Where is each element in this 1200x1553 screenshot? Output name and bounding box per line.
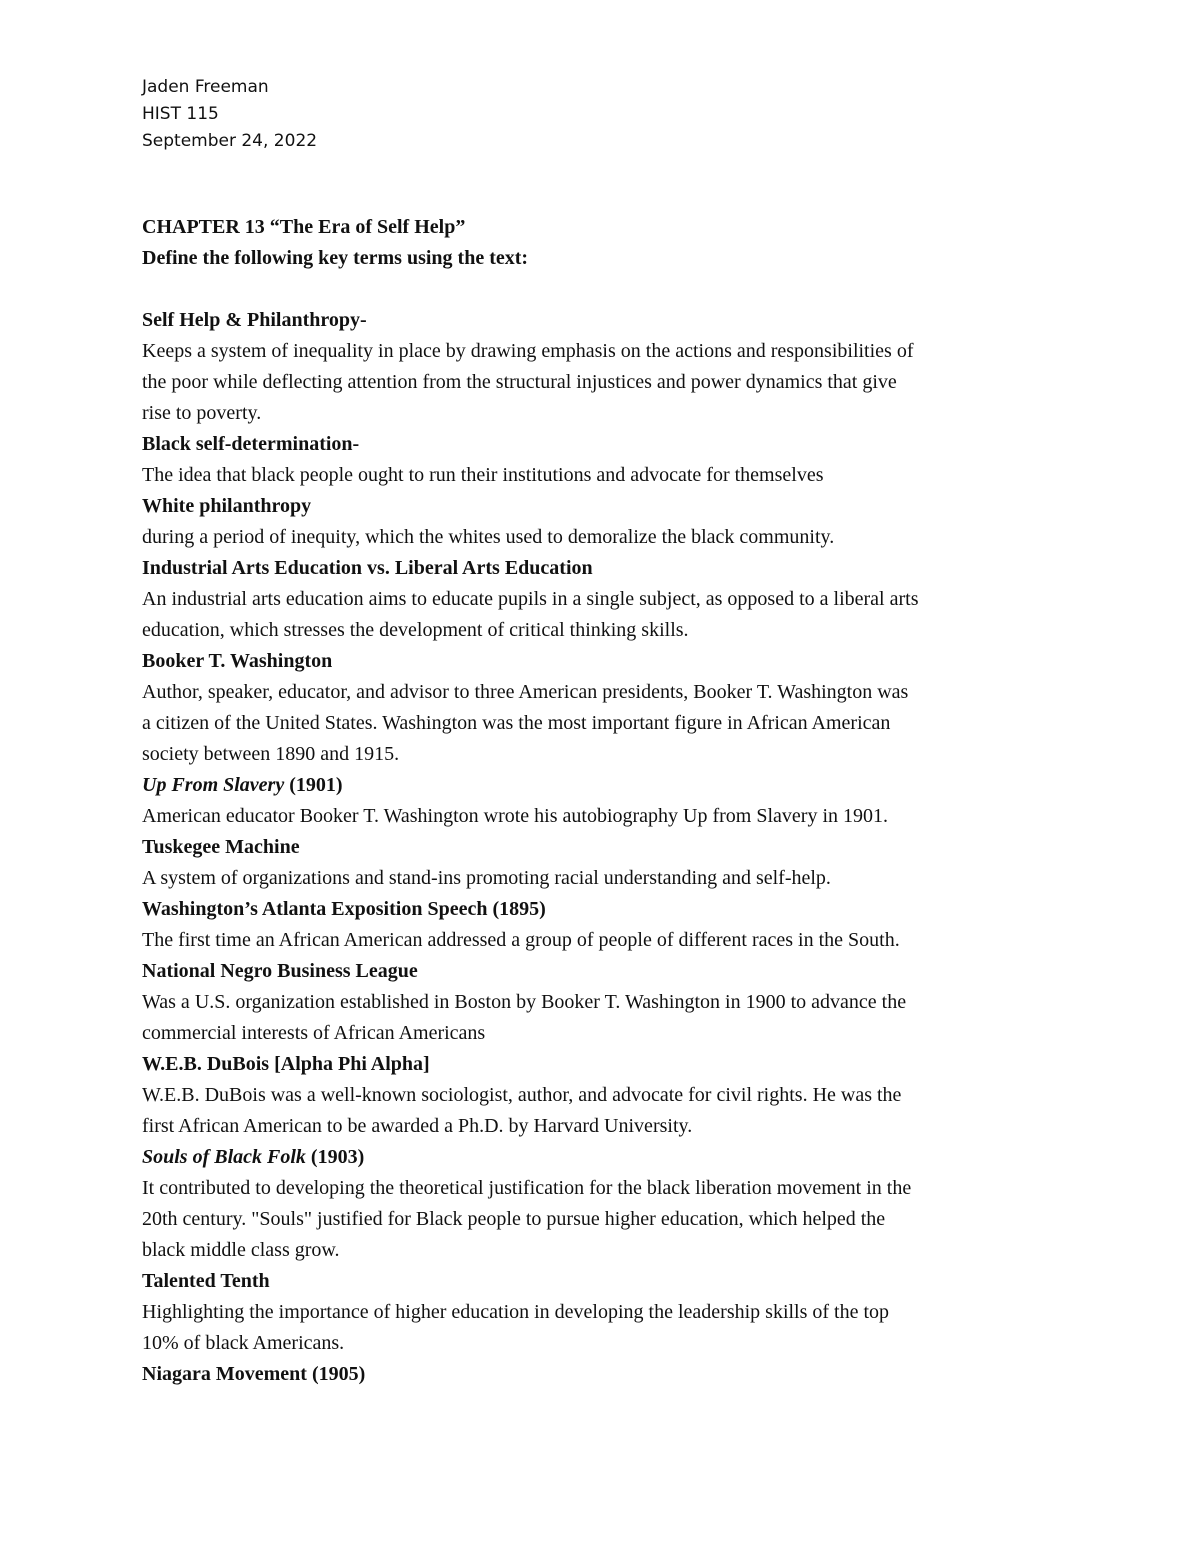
term-definition-line: education, which stresses the development of critical thinking skills. bbox=[142, 619, 689, 641]
terms-list bbox=[142, 305, 1072, 1390]
term-heading: Industrial Arts Education vs. Liberal Arts Education bbox=[142, 557, 593, 579]
term-entry bbox=[142, 1049, 1072, 1142]
term-definition-line: first African American to be awarded a Ph.D. by Harvard University. bbox=[142, 1115, 693, 1137]
term-definition-line: society between 1890 and 1915. bbox=[142, 743, 400, 765]
term-definition-line: The first time an African American addressed a group of people of different races in the South. bbox=[142, 929, 900, 951]
term-heading: Tuskegee Machine bbox=[142, 836, 300, 858]
term-definition-line: rise to poverty. bbox=[142, 402, 262, 424]
term-entry bbox=[142, 894, 1072, 956]
course-code: HIST 115 bbox=[142, 104, 219, 124]
term-heading: Self Help & Philanthropy- bbox=[142, 309, 367, 331]
term-heading bbox=[142, 770, 1072, 801]
term-entry bbox=[142, 1266, 1072, 1359]
term-definition-line: An industrial arts education aims to educate pupils in a single subject, as opposed to a liberal arts bbox=[142, 588, 919, 610]
term-heading: Washington’s Atlanta Exposition Speech (1895) bbox=[142, 898, 546, 920]
term-definition-line: It contributed to developing the theoretical justification for the black liberation movement in the bbox=[142, 1177, 912, 1199]
term-title-rest: (1903) bbox=[305, 1146, 365, 1168]
term-entry bbox=[142, 553, 1072, 646]
term-heading: National Negro Business League bbox=[142, 960, 418, 982]
term-title-italic: Souls of Black Folk bbox=[142, 1146, 306, 1168]
document-body bbox=[142, 212, 1072, 1390]
document-header bbox=[142, 74, 317, 155]
term-entry bbox=[142, 770, 1072, 832]
term-definition-line: 10% of black Americans. bbox=[142, 1332, 345, 1354]
term-heading: Niagara Movement (1905) bbox=[142, 1363, 366, 1385]
term-entry bbox=[142, 491, 1072, 553]
term-heading: Black self-determination- bbox=[142, 433, 360, 455]
term-entry bbox=[142, 429, 1072, 491]
document-date: September 24, 2022 bbox=[142, 131, 318, 151]
term-definition-line: commercial interests of African Americans bbox=[142, 1022, 486, 1044]
term-heading: Booker T. Washington bbox=[142, 650, 333, 672]
chapter-title: CHAPTER 13 “The Era of Self Help” bbox=[142, 216, 466, 238]
term-entry bbox=[142, 1142, 1072, 1266]
term-definition-line: Was a U.S. organization established in Boston by Booker T. Washington in 1900 to advance the bbox=[142, 991, 907, 1013]
term-title-rest: (1901) bbox=[284, 774, 343, 796]
term-definition-line: 20th century. "Souls" justified for Black people to pursue higher education, which helped the bbox=[142, 1208, 886, 1230]
term-definition-line: Author, speaker, educator, and advisor to three American presidents, Booker T. Washington was bbox=[142, 681, 909, 703]
term-heading bbox=[142, 1142, 1072, 1173]
term-definition-line: A system of organizations and stand-ins promoting racial understanding and self-help. bbox=[142, 867, 831, 889]
term-definition-line: W.E.B. DuBois was a well-known sociologist, author, and advocate for civil rights. He was the bbox=[142, 1084, 902, 1106]
term-title-italic: Up From Slavery bbox=[142, 774, 285, 796]
term-definition-line: American educator Booker T. Washington wrote his autobiography Up from Slavery in 1901. bbox=[142, 805, 889, 827]
term-definition-line: during a period of inequity, which the whites used to demoralize the black community. bbox=[142, 526, 835, 548]
term-definition-line: Keeps a system of inequality in place by drawing emphasis on the actions and responsibilities of bbox=[142, 340, 914, 362]
term-entry bbox=[142, 305, 1072, 429]
term-definition-line: Highlighting the importance of higher education in developing the leadership skills of the top bbox=[142, 1301, 890, 1323]
term-entry bbox=[142, 1359, 1072, 1390]
term-entry bbox=[142, 956, 1072, 1049]
student-name: Jaden Freeman bbox=[142, 77, 269, 97]
term-definition-line: The idea that black people ought to run their institutions and advocate for themselves bbox=[142, 464, 824, 486]
term-definition-line: a citizen of the United States. Washington was the most important figure in African American bbox=[142, 712, 891, 734]
blank-line bbox=[142, 274, 1072, 305]
term-heading: White philanthropy bbox=[142, 495, 312, 517]
term-entry bbox=[142, 646, 1072, 770]
term-definition-line: black middle class grow. bbox=[142, 1239, 340, 1261]
term-heading: W.E.B. DuBois [Alpha Phi Alpha] bbox=[142, 1053, 430, 1075]
term-heading: Talented Tenth bbox=[142, 1270, 270, 1292]
term-definition-line: the poor while deflecting attention from the structural injustices and power dynamics that give bbox=[142, 371, 897, 393]
instructions: Define the following key terms using the text: bbox=[142, 247, 529, 269]
term-entry bbox=[142, 832, 1072, 894]
